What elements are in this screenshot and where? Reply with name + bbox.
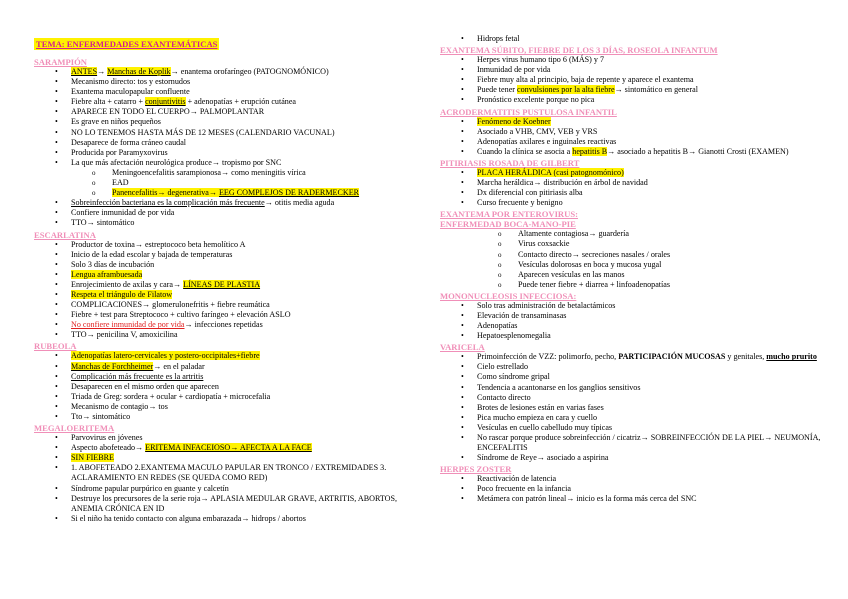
highlight-text: Panencefalitis→ degenerativa→ — [112, 188, 219, 198]
list-item: • Reactivación de latencia — [440, 474, 825, 484]
sub-list-item: o Contacto directo→ secreciones nasales / orales — [440, 250, 825, 260]
list-item: • NO LO TENEMOS HASTA MÁS DE 12 MESES (CALENDARIO VACUNAL) — [34, 128, 424, 138]
list-item: • Hidrops fetal — [440, 34, 825, 44]
text: → otitis media aguda — [264, 198, 335, 208]
list-item: • Metámera con patrón lineal→ inicio es la forma más cerca del SNC — [440, 494, 825, 504]
highlight-text: conjuntivitis — [145, 97, 186, 107]
list-item: • Si el niño ha tenido contacto con alguna embarazada→ hidrops / abortos — [34, 514, 424, 524]
list-item: • Dx diferencial con pitiriasis alba — [440, 188, 825, 198]
list-megaloeritema — [34, 433, 424, 524]
list-item — [440, 147, 825, 157]
right-column — [440, 34, 825, 505]
list-item — [440, 117, 825, 127]
section-heading-varicela: VARICELA — [440, 342, 485, 353]
section-heading-rubeola: RUBEOLA — [34, 341, 77, 352]
list-item — [34, 453, 424, 463]
list-rubeola — [34, 351, 424, 422]
red-text: No confiere inmunidad de por vida — [71, 320, 185, 330]
list-item: • Producida por Paramyxovirus — [34, 148, 424, 158]
text: Enrojecimiento de axilas y cara→ — [71, 279, 184, 289]
list-item: • Productor de toxina→ estreptococo beta hemolítico A — [34, 240, 424, 250]
highlight-text: ANTES — [71, 67, 98, 76]
list-item: • Poco frecuente en la infancia — [440, 484, 825, 494]
list-item — [34, 320, 424, 330]
highlight-text: Adenopatías latero-cervicales y postero-occipitales+fiebre — [71, 351, 260, 361]
list-item: • Síndrome papular purpúrico en guante y calcetín — [34, 484, 424, 494]
sub-list-item: o Vesículas dolorosas en boca y mucosa yugal — [440, 260, 825, 270]
sub-list-item: o Puede tener fiebre + diarrea + linfoadenopatías — [440, 280, 825, 290]
list-item: • Contacto directo — [440, 393, 825, 403]
underlined-text: Sobreinfección bacteriana es la complicación más frecuente — [71, 198, 265, 208]
list-item: • No rascar porque produce sobreinfección / cicatriz→ SOBREINFECCIÓN DE LA PIEL→ NEUMONÍA, ENCEFALITIS — [440, 433, 825, 453]
list-item: • Fiebre + test para Streptococo + cultivo faríngeo + elevación ASLO — [34, 310, 424, 320]
section-heading-acrodermatitis: ACRODERMATITIS PUSTULOSA INFANTIL — [440, 106, 617, 117]
text: Puede tener — [477, 85, 518, 95]
list-item: • Herpes virus humano tipo 6 (MÁS) y 7 — [440, 55, 825, 65]
list-item: • APARECE EN TODO EL CUERPO→ PALMOPLANTAR — [34, 107, 424, 117]
highlight-text: Manchas de Forchheimer — [71, 361, 154, 371]
list-item: • Inmunidad de por vida — [440, 65, 825, 75]
highlight-text: ERITEMA INFACEIOSO→ AFECTA A LA FACE — [145, 443, 312, 453]
list-item — [440, 85, 825, 95]
list-item: • Elevación de transaminasas — [440, 311, 825, 321]
list-item: • Mecanismo directo: tos y estornudos — [34, 77, 424, 87]
text: → asociado a hepatitis B→ Gianotti Crosti (EXAMEN) — [607, 146, 789, 156]
sub-list-item: o Altamente contagiosa→ guardería — [440, 229, 825, 239]
list-item: • TTO→ sintomático — [34, 218, 424, 228]
sub-list-item: o EAD — [34, 178, 424, 188]
list-item: • Desaparece de forma cráneo caudal — [34, 138, 424, 148]
list-item — [34, 198, 424, 208]
section-heading-sarampion: SARAMPIÓN — [34, 57, 87, 67]
list-item: • La que más afectación neurológica produce→ tropismo por SNC — [34, 158, 424, 168]
list-herpes-zoster — [440, 474, 825, 504]
list-item: • Cielo estrellado — [440, 362, 825, 372]
list-item: • Pica mucho empieza en cara y cuello — [440, 413, 825, 423]
text: Aspecto abofeteado→ — [71, 443, 146, 453]
list-item: • 1. ABOFETEADO 2.EXANTEMA MACULO PAPULAR EN TRONCO / EXTREMIDADES 3. ACLARAMIENTO EN REDES (SE QUEDA COMO RED) — [34, 463, 424, 483]
list-item: • Confiere inmunidad de por vida — [34, 208, 424, 218]
underlined-text: Complicación más frecuente es la artritis — [71, 371, 204, 381]
list-item: • Mecanismo de contagio→ tos — [34, 402, 424, 412]
list-item — [34, 280, 424, 290]
text: → en el paladar — [153, 361, 205, 371]
section-subheading-boca-mano-pie: ENFERMEDAD BOCA-MANO-PIE — [440, 219, 576, 230]
highlight-text: LÍNEAS DE PLASTIA — [183, 279, 261, 289]
list-mononucleosis — [440, 301, 825, 341]
sub-list-item: o Virus coxsackie — [440, 239, 825, 249]
text: → enantema orofaríngeo (PATOGNOMÓNICO) — [170, 67, 329, 76]
section-heading-megaloeritema: MEGALOERITEMA — [34, 423, 115, 434]
sub-list-item: o Aparecen vesículas en las manos — [440, 270, 825, 280]
list-enterovirus — [440, 229, 825, 290]
text: Fiebre alta + catarro + — [71, 97, 146, 107]
list-continued — [440, 34, 825, 44]
text: Primoinfección de VZZ: polimorfo, pecho, — [477, 352, 619, 362]
list-item: • TTO→ penicilina V, amoxicilina — [34, 330, 424, 340]
highlight-text: convulsiones por la alta fiebre — [517, 85, 615, 95]
list-item — [440, 168, 825, 178]
list-sarampion — [34, 67, 424, 229]
list-item: • Inicio de la edad escolar y bajada de temperaturas — [34, 250, 424, 260]
highlight-text: Lengua aframbuesada — [71, 269, 143, 279]
text: → sintomático en general — [614, 85, 698, 95]
list-item: • Tendencia a acantonarse en los ganglios sensitivos — [440, 383, 825, 393]
left-column — [34, 34, 424, 524]
list-item — [34, 290, 424, 300]
list-item: • Pronóstico excelente porque no pica — [440, 95, 825, 105]
section-heading-pitiriasis: PITIRIASIS ROSADA DE GILBERT — [440, 157, 580, 168]
list-item: • Como síndrome gripal — [440, 372, 825, 382]
list-item: • Parvovirus en jóvenes — [34, 433, 424, 443]
list-item: • Triada de Greg: sordera + ocular + cardiopatía + microcefalia — [34, 392, 424, 402]
list-item: • COMPLICACIONES→ glomerulonefritis + fiebre reumática — [34, 300, 424, 310]
list-item — [34, 97, 424, 107]
highlight-text: Fenómeno de Koebner — [477, 116, 551, 126]
list-item: • Brotes de lesiones están en varias fases — [440, 403, 825, 413]
list-item: • Desaparecen en el mismo orden que aparecen — [34, 382, 424, 392]
list-item: • Síndrome de Reye→ asociado a aspirina — [440, 453, 825, 463]
list-item — [34, 372, 424, 382]
list-item — [34, 443, 424, 453]
list-item — [440, 352, 825, 362]
list-escarlatina — [34, 240, 424, 341]
list-item: • Hepatoesplenomegalia — [440, 331, 825, 341]
text: Cuando la clínica se asocia a — [477, 146, 573, 156]
highlight-text: Respeta el triángulo de Filatow — [71, 289, 173, 299]
list-item: • Vesículas en cuello cabelludo muy típicas — [440, 423, 825, 433]
list-item: • Curso frecuente y benigno — [440, 198, 825, 208]
list-item: • Tto→ sintomático — [34, 412, 424, 422]
list-item: • Adenopatías — [440, 321, 825, 331]
list-item: • Exantema maculopapular confluente — [34, 87, 424, 97]
highlight-text: SIN FIEBRE — [71, 453, 114, 463]
section-heading-exantema-subito: EXANTEMA SÚBITO, FIEBRE DE LOS 3 DÍAS, ROSEOLA INFANTUM — [440, 45, 718, 56]
list-item: • Solo 3 días de incubación — [34, 260, 424, 270]
list-item: • Solo tras administración de betalactámicos — [440, 301, 825, 311]
section-heading-herpes-zoster: HERPES ZOSTER — [440, 464, 512, 475]
list-item — [34, 270, 424, 280]
bold-text: mucho prurito — [766, 352, 817, 362]
sub-list-item — [34, 188, 424, 198]
list-item — [34, 362, 424, 372]
list-pitiriasis — [440, 168, 825, 208]
highlight-text: hepatitis B — [572, 146, 608, 156]
list-exantema-subito — [440, 55, 825, 105]
text: + adenopatías + erupción cutánea — [185, 97, 297, 107]
document-title: TEMA: ENFERMEDADES EXANTEMÁTICAS — [36, 39, 218, 49]
list-acrodermatitis — [440, 117, 825, 157]
list-item: • Marcha heráldica→ distribución en árbol de navidad — [440, 178, 825, 188]
section-heading-mononucleosis: MONONUCLEOSIS INFECCIOSA: — [440, 290, 577, 301]
bold-text: PARTICIPACIÓN MUCOSAS — [618, 352, 726, 362]
list-item: • Fiebre muy alta al principio, baja de repente y aparece el exantema — [440, 75, 825, 85]
list-item — [34, 67, 424, 77]
highlight-text: EEG COMPLEJOS DE RADERMECKER — [218, 188, 360, 198]
highlight-text: Manchas de Koplik — [107, 67, 171, 76]
text: → — [97, 67, 108, 76]
list-item — [34, 351, 424, 361]
list-item: • Destruye los precursores de la serie roja→ APLASIA MEDULAR GRAVE, ARTRITIS, ABORTOS, ANEMIA CRÓNICA EN ID — [34, 494, 424, 514]
text: y genitales, — [725, 352, 767, 362]
highlight-text: PLACA HERÁLDICA (casi patognomónico) — [477, 167, 624, 177]
section-heading-escarlatina: ESCARLATINA — [34, 229, 96, 240]
list-item: • Adenopatías axilares e inguinales reactivas — [440, 137, 825, 147]
sub-list-item: o Meningoencefalitis sarampionosa→ como meningitis vírica — [34, 168, 424, 178]
list-varicela — [440, 352, 825, 463]
list-item: • Es grave en niños pequeños — [34, 117, 424, 127]
section-heading-enterovirus: EXANTEMA POR ENTEROVIRUS: — [440, 209, 578, 220]
text: → infecciones repetidas — [184, 320, 263, 330]
list-item: • Asociado a VHB, CMV, VEB y VRS — [440, 127, 825, 137]
